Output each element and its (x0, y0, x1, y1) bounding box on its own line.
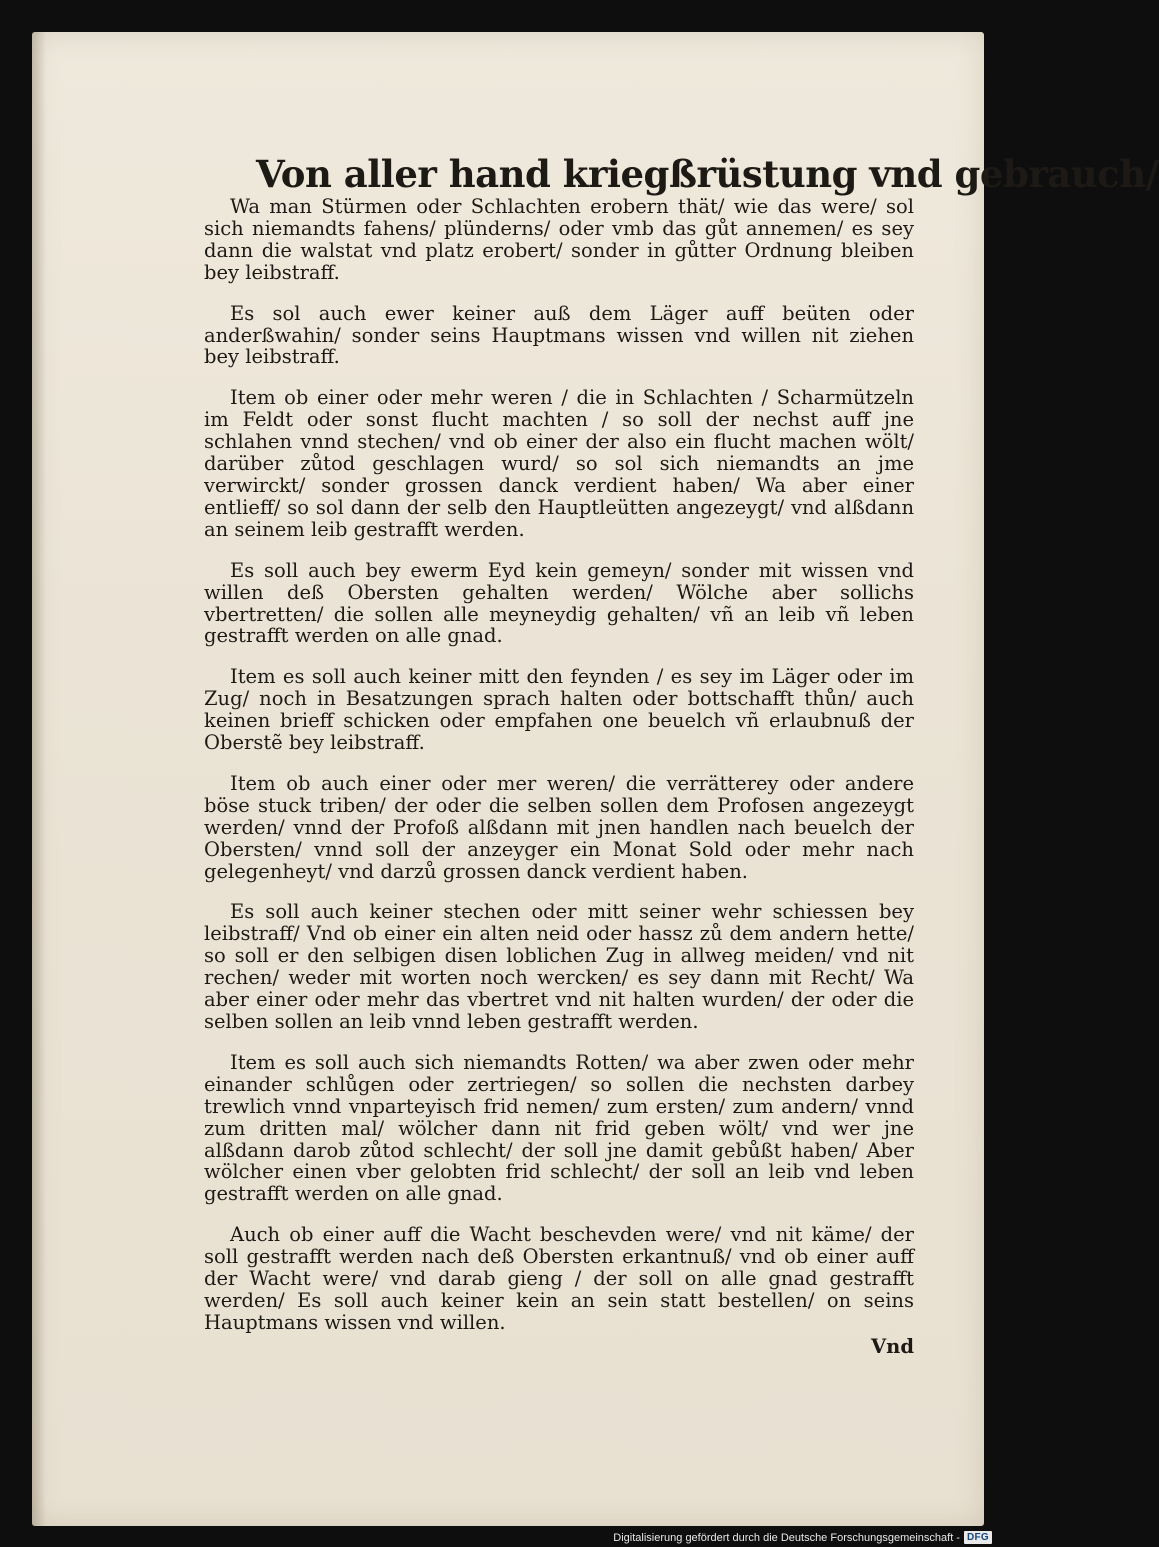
paragraph: Item es soll auch keiner mitt den feynden / es sey im Läger oder im Zug/ noch in Besatzungen sprach halten oder bottschafft thůn/ auch keinen brieff schicken oder empfahen one beuelch vñ erlaubnuß der Oberstẽ bey leibstraff. (204, 665, 914, 755)
paragraph: Auch ob einer auff die Wacht beschevden were/ vnd nit käme/ der soll gestrafft werden nach deß Obersten erkantnuß/ vnd ob einer auff der Wacht were/ vnd darab gieng / der soll on alle gnad gestrafft werden/ Es soll auch keiner kein an sein statt bestellen/ on seins Hauptmans wissen vnd willen. (204, 1223, 914, 1334)
page-heading: Von aller hand kriegßrüstung vnd gebrauch/ (256, 152, 1159, 196)
paragraph: Es soll auch keiner stechen oder mitt seiner wehr schiessen bey leibstraff/ Vnd ob einer ein alten neid oder hassz zů dem andern hette/ so soll er den selbigen disen loblichen Zug in allweg meiden/ vnd nit rechen/ weder mit worten noch wercken/ es sey dann mit Recht/ Wa aber einer oder mehr das vbertret vnd nit halten wurden/ der oder die selben sollen an leib vnnd leben gestrafft werden. (204, 900, 914, 1033)
paragraph: Item es soll auch sich niemandts Rotten/ wa aber zwen oder mehr einander schlůgen oder zertriegen/ so sollen die nechsten darbey trewlich vnnd vnparteyisch frid nemen/ zum ersten/ zum andern/ vnnd zum dritten mal/ wölcher dann nit frid geben wölt/ vnd wer jne alßdann darob zůtod schlecht/ der soll jne damit gebůßt haben/ Aber wölcher einen vber gelobten frid schlecht/ der soll an leib vnd leben gestrafft werden on alle gnad. (204, 1050, 914, 1206)
paragraph: Wa man Stürmen oder Schlachten erobern thät/ wie das were/ sol sich niemandts fahens/ plünderns/ oder vmb das gůt annemen/ es sey dann die walstat vnd platz erobert/ sonder in gůtter Ordnung bleiben bey leibstraff. (204, 195, 914, 284)
page-text-block (204, 152, 1159, 1358)
funding-credit (613, 1531, 992, 1544)
paragraph: Item ob einer oder mehr weren / die in Schlachten / Scharmützeln im Feldt oder sonst flucht machten / so soll der nechst auff jne schlahen vnnd stechen/ vnd ob einer der also ein flucht machen wölt/ darüber zůtod geschlagen wurd/ so sol sich niemandts an jme verwirckt/ sonder grossen danck verdient haben/ Wa aber einer entlieff/ so sol dann der selb den Hauptleütten angezeygt/ vnd alßdann an seinem leib gestrafft werden. (204, 386, 914, 541)
book-page (32, 32, 1159, 1526)
dfg-logo-icon: DFG (964, 1531, 992, 1544)
credit-text: Digitalisierung gefördert durch die Deutsche Forschungsgemeinschaft - (613, 1531, 960, 1544)
paragraph: Es soll auch bey ewerm Eyd kein gemeyn/ sonder mit wissen vnd willen deß Obersten gehalten werden/ Wölche aber sollichs vbertretten/ die sollen alle meyneydig gehalten/ vñ an leib vñ leben gestrafft werden on alle gnad. (204, 558, 914, 648)
catchword: Vnd (871, 1334, 914, 1358)
paragraph: Item ob auch einer oder mer weren/ die verrätterey oder andere böse stuck triben/ der oder die selben sollen dem Profosen angezeygt werden/ vnnd der Profoß alßdann mit jnen handlen nach beuelch der Obersten/ vnnd soll der anzeyger ein Monat Sold oder mehr nach gelegenheyt/ vnd darzů grossen danck verdient haben. (204, 771, 914, 883)
paragraph: Es sol auch ewer keiner auß dem Läger auff beüten oder anderßwahin/ sonder seins Hauptmans wissen vnd willen nit ziehen bey leibstraff. (204, 301, 914, 369)
